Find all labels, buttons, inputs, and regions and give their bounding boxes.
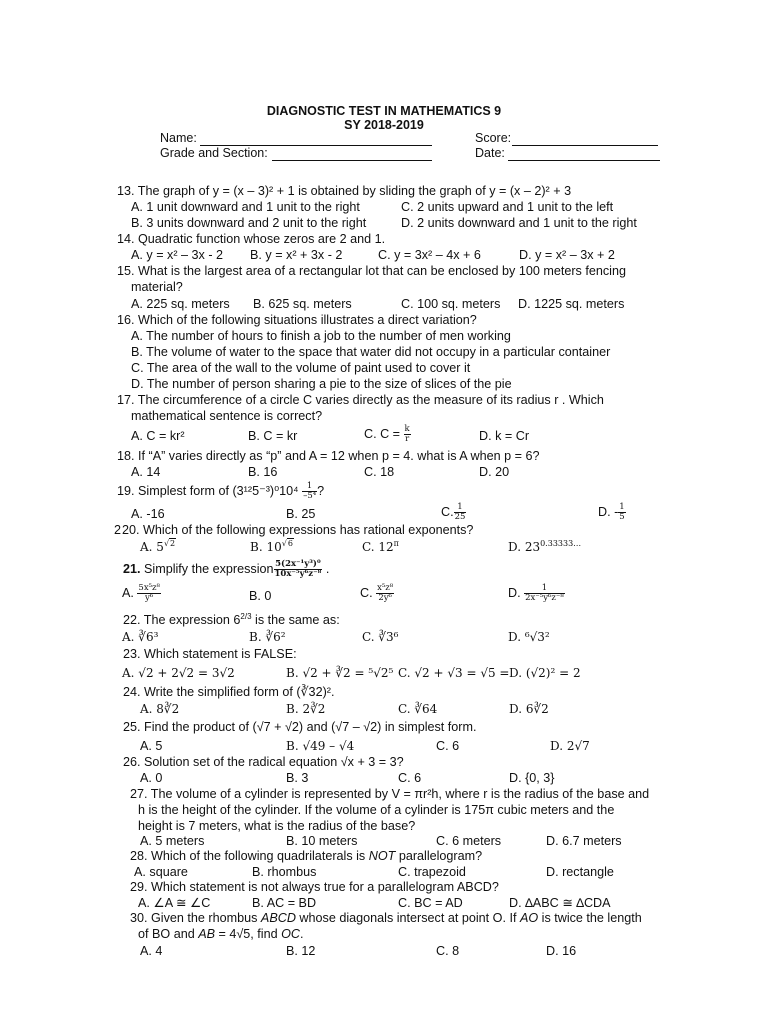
q30-em-ab: AB xyxy=(198,927,216,941)
question-24: 24. Write the simplified form of (∛32)². xyxy=(123,685,335,699)
q21-option-b[interactable]: B. 0 xyxy=(249,589,272,603)
question-15-cont: material? xyxy=(131,280,183,294)
q20-option-d[interactable] xyxy=(508,540,581,555)
q19-option-c[interactable] xyxy=(441,503,466,522)
q13-option-a[interactable]: A. 1 unit downward and 1 unit to the right xyxy=(131,200,360,214)
q28-emphasis: NOT xyxy=(368,849,396,863)
question-22 xyxy=(123,613,340,628)
q21-c-num: x⁵z⁸ xyxy=(377,583,394,593)
q21-option-d[interactable] xyxy=(508,584,565,603)
q19-frac-den: –5⁴ xyxy=(303,491,317,501)
q21-c-fraction xyxy=(376,584,394,603)
q30-stem-d: of BO and xyxy=(138,927,195,941)
q20-option-b[interactable]: B. $10^{√6}$ xyxy=(250,539,293,554)
q13-option-c[interactable]: C. 2 units upward and 1 unit to the left xyxy=(401,200,614,214)
q14-option-a[interactable]: A. y = x² – 3x - 2 xyxy=(131,248,224,262)
q19-option-a[interactable]: A. -16 xyxy=(131,507,165,521)
question-16: 16. Which of the following situations illustrates a direct variation? xyxy=(117,313,477,327)
q17-option-c[interactable] xyxy=(364,425,411,444)
grade-section-label: Grade and Section: xyxy=(160,146,268,160)
q16-option-c[interactable]: C. The area of the wall to the volume of paint used to cover it xyxy=(131,361,471,375)
q20-option-a[interactable]: A. $5^{√2}$ xyxy=(140,539,176,554)
q30-em-abcd: ABCD xyxy=(260,911,296,925)
question-28 xyxy=(130,849,482,864)
q20-d-exponent: 0.33333… xyxy=(540,539,582,548)
question-17: 17. The circumference of a circle C varies directly as the measure of its radius r . Which xyxy=(117,393,604,407)
q30-em-ao: AO xyxy=(519,911,539,925)
q30-em-oc: OC xyxy=(281,927,300,941)
date-label: Date: xyxy=(475,146,505,160)
q21-a-label: A. xyxy=(122,585,134,600)
q22-stem-end: is the same as: xyxy=(255,613,340,627)
question-19 xyxy=(117,482,324,501)
question-23: 23. Which statement is FALSE: xyxy=(123,647,297,661)
q13-option-d[interactable]: D. 2 units downward and 1 unit to the right xyxy=(401,216,637,230)
q26-option-a[interactable]: A. 0 xyxy=(140,771,163,785)
q19-c-fraction xyxy=(454,503,467,522)
q20-a-label: A. 5 xyxy=(140,540,164,554)
q17-option-d[interactable]: D. k = Cr xyxy=(479,429,530,443)
q28-stem: 28. Which of the following quadrilaterals is xyxy=(130,849,366,863)
q30-period: . xyxy=(300,927,304,941)
q27-option-a[interactable]: A. 5 meters xyxy=(140,834,205,848)
q19-c-den: 25 xyxy=(454,512,466,522)
q15-option-c[interactable]: C. 100 sq. meters xyxy=(401,297,501,311)
q30-stem-c: is twice the length xyxy=(541,911,642,925)
q23-option-d[interactable]: D. (√2)² = 2 xyxy=(509,666,581,680)
q27-option-d[interactable]: D. 6.7 meters xyxy=(546,834,622,848)
q28-option-c[interactable]: C. trapezoid xyxy=(398,865,466,879)
q19-frac-num: 1 xyxy=(302,482,317,492)
q19-option-b[interactable]: B. 25 xyxy=(286,507,316,521)
q21-d-num: 1 xyxy=(524,584,565,594)
question-20: 20. Which of the following expressions has rational exponents? xyxy=(122,523,474,537)
q17-option-b[interactable]: B. C = kr xyxy=(248,429,298,443)
q21-stem: Simplify the expression xyxy=(144,561,274,576)
school-year: SY 2018-2019 xyxy=(344,118,424,132)
q22-stem: 22. The expression 6 xyxy=(123,613,241,627)
q26-option-c[interactable]: C. 6 xyxy=(398,771,422,785)
q19-option-d-label: D. - xyxy=(598,504,619,519)
q19-d-den: 5 xyxy=(619,512,625,522)
q30-stem-b: whose diagonals intersect at point O. If xyxy=(299,911,517,925)
q30-option-a[interactable]: A. 4 xyxy=(140,944,163,958)
question-18: 18. If “A” varies directly as “p” and A = 12 when p = 4. what is A when p = 6? xyxy=(117,449,540,463)
q26-option-d[interactable]: D. {0, 3} xyxy=(509,771,555,785)
question-14: 14. Quadratic function whose zeros are 2 and 1. xyxy=(117,232,386,246)
q13-option-b[interactable]: B. 3 units downward and 2 unit to the right xyxy=(131,216,367,230)
q25-option-b[interactable]: B. √49 – √4 xyxy=(286,739,355,753)
score-label: Score: xyxy=(475,131,512,145)
q25-option-c[interactable]: C. 6 xyxy=(436,739,460,753)
q30-option-d[interactable]: D. 16 xyxy=(546,944,577,958)
q29-option-b[interactable]: B. AC = BD xyxy=(252,896,317,910)
q21-d-den: 2x⁻⁵y⁶z⁻⁸ xyxy=(525,593,564,603)
q18-option-d[interactable]: D. 20 xyxy=(479,465,510,479)
q17-fraction xyxy=(404,425,411,444)
q18-option-b[interactable]: B. 16 xyxy=(248,465,278,479)
question-21: 21. Simplify the expression $\frac{\text{5(2x⁻¹y³)⁰}}{\text{10x⁻⁵y⁶z⁻⁸}}$ . xyxy=(123,559,330,579)
q21-fraction xyxy=(274,560,323,579)
q20-b-radicand: 6 xyxy=(287,539,293,548)
q24-option-b[interactable]: B. 2∛2 xyxy=(286,702,326,716)
q25-option-a[interactable]: A. 5 xyxy=(140,739,163,753)
q23-option-c[interactable]: C. √2 + √3 = √5 = xyxy=(398,666,510,680)
date-field[interactable] xyxy=(508,160,660,161)
q21-c-den: 2y⁶ xyxy=(378,593,392,603)
q22-option-b[interactable]: B. ∛6² xyxy=(249,630,286,644)
question-25: 25. Find the product of (√7 + √2) and (√7 – √2) in simplest form. xyxy=(123,720,477,734)
q22-option-a[interactable]: A. ∛6³ xyxy=(122,630,159,644)
name-label: Name: xyxy=(160,131,197,145)
q28-option-b[interactable]: B. rhombus xyxy=(252,865,317,879)
q27-option-b[interactable]: B. 10 meters xyxy=(286,834,358,848)
q23-option-b[interactable]: B. √2 + ∛2 = ⁵√2⁵ xyxy=(286,666,394,680)
question-30 xyxy=(130,911,642,926)
q17-frac-num: k xyxy=(404,424,410,434)
q19-stem: 19. Simplest form of (3¹²5⁻³)⁰10⁴ xyxy=(117,483,299,498)
q26-option-b[interactable]: B. 3 xyxy=(286,771,309,785)
q23-option-a[interactable]: A. √2 + 2√2 = 3√2 xyxy=(122,666,235,680)
q19-fraction xyxy=(302,482,317,501)
q16-option-b[interactable]: B. The volume of water to the space that water did not occupy in a particular container xyxy=(131,345,611,359)
q20-option-c[interactable] xyxy=(362,540,399,555)
q16-option-a[interactable]: A. The number of hours to finish a job to the number of men working xyxy=(131,329,511,343)
q25-option-d[interactable]: D. 2√7 xyxy=(550,739,590,753)
q18-option-a[interactable]: A. 14 xyxy=(131,465,161,479)
question-30-cont xyxy=(138,927,304,942)
q19-option-c-label: C. xyxy=(441,504,454,519)
q28-stem-end: parallelogram? xyxy=(398,849,483,863)
q21-a-den: y⁶ xyxy=(145,593,154,603)
q29-option-d[interactable]: D. ∆ABC ≅ ∆CDA xyxy=(509,896,611,910)
q19-d-fraction xyxy=(618,503,625,522)
q19-c-num: 1 xyxy=(454,503,467,513)
q19-option-d[interactable] xyxy=(598,503,626,522)
stray-mark: 2 xyxy=(114,523,122,537)
q30-option-c[interactable]: C. 8 xyxy=(436,944,460,958)
q15-option-b[interactable]: B. 625 sq. meters xyxy=(253,297,352,311)
score-field[interactable] xyxy=(512,145,658,146)
q21-a-fraction xyxy=(137,584,161,603)
q20-d-label: D. 23 xyxy=(508,540,541,554)
q14-option-d[interactable]: D. y = x² – 3x + 2 xyxy=(519,248,615,262)
q21-number: 21. xyxy=(123,561,141,576)
q14-option-b[interactable]: B. y = x² + 3x - 2 xyxy=(250,248,343,262)
question-15: 15. What is the largest area of a rectangular lot that can be enclosed by 100 meters fencing xyxy=(117,264,626,278)
q18-option-c[interactable]: C. 18 xyxy=(364,465,395,479)
q21-d-label: D. xyxy=(508,585,521,600)
q22-exponent: 2/3 xyxy=(240,612,252,621)
q15-option-d[interactable]: D. 1225 sq. meters xyxy=(518,297,625,311)
q29-option-a[interactable]: A. ∠A ≅ ∠C xyxy=(138,896,211,910)
q21-option-a[interactable] xyxy=(122,584,161,603)
q21-frac-num: 5(2x⁻¹y³)⁰ xyxy=(275,559,321,569)
q17-option-c-label: C. C = xyxy=(364,426,401,441)
q27-option-c[interactable]: C. 6 meters xyxy=(436,834,502,848)
q19-d-num: 1 xyxy=(619,502,625,512)
q20-c-label: C. 12 xyxy=(362,540,394,554)
question-29: 29. Which statement is not always true for a parallelogram ABCD? xyxy=(130,880,499,894)
q21-c-label: C. xyxy=(360,585,373,600)
q21-frac-den: 10x⁻⁵y⁶z⁻⁸ xyxy=(274,569,322,579)
q30-option-b[interactable]: B. 12 xyxy=(286,944,316,958)
q15-option-a[interactable]: A. 225 sq. meters xyxy=(131,297,230,311)
question-27-cont2: height is 7 meters, what is the radius of the base? xyxy=(138,819,416,833)
question-27: 27. The volume of a cylinder is represented by V = πr²h, where r is the radius of the base and xyxy=(130,787,650,801)
q19-question-mark: ? xyxy=(317,483,325,498)
q24-option-d[interactable]: D. 6∛2 xyxy=(509,702,549,716)
q28-option-a[interactable]: A. square xyxy=(134,865,188,879)
q21-option-c[interactable] xyxy=(360,584,394,603)
q29-option-c[interactable]: C. BC = AD xyxy=(398,896,463,910)
q16-option-d[interactable]: D. The number of person sharing a pie to the size of slices of the pie xyxy=(131,377,512,391)
q22-option-d[interactable]: D. ⁶√3² xyxy=(508,630,550,644)
question-27-cont: h is the height of the cylinder. If the volume of a cylinder is 175π cubic meters and the xyxy=(138,803,615,817)
test-title: DIAGNOSTIC TEST IN MATHEMATICS 9 xyxy=(266,104,502,118)
q24-option-c[interactable]: C. ∛64 xyxy=(398,702,438,716)
q20-b-label: B. 10 xyxy=(250,540,282,554)
grade-section-field[interactable] xyxy=(272,160,432,161)
q17-option-a[interactable]: A. C = kr² xyxy=(131,429,185,443)
question-13: 13. The graph of y = (x – 3)² + 1 is obtained by sliding the graph of y = (x – 2)² + 3 xyxy=(117,184,572,198)
question-26: 26. Solution set of the radical equation √x + 3 = 3? xyxy=(123,755,404,769)
q21-d-fraction xyxy=(524,584,565,603)
q30-stem-a: 30. Given the rhombus xyxy=(130,911,258,925)
q14-option-c[interactable]: C. y = 3x² – 4x + 6 xyxy=(378,248,481,262)
q17-frac-den: r xyxy=(405,434,410,444)
q30-stem-e: = 4√5, find xyxy=(218,927,278,941)
q24-option-a[interactable]: A. 8∛2 xyxy=(140,702,180,716)
question-17-cont: mathematical sentence is correct? xyxy=(131,409,323,423)
q20-a-radicand: 2 xyxy=(170,539,176,548)
q20-c-exponent: π xyxy=(393,539,399,548)
q28-option-d[interactable]: D. rectangle xyxy=(546,865,614,879)
q21-a-num: 5x⁵z⁸ xyxy=(138,583,160,593)
q22-option-c[interactable]: C. ∛3⁶ xyxy=(362,630,399,644)
